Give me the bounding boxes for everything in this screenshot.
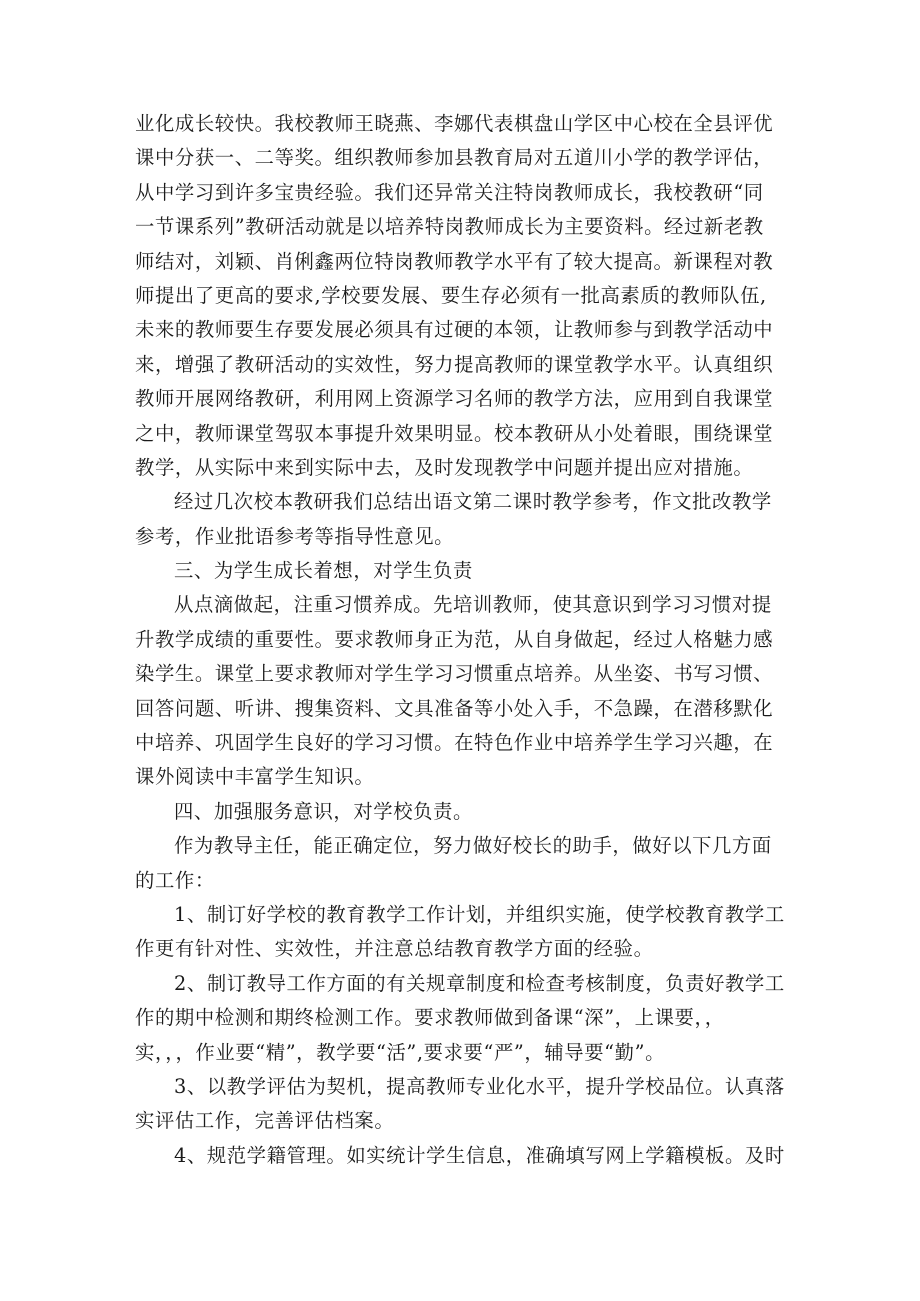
text-line: 四、加强服务意识，对学校负责。 <box>174 799 473 823</box>
text-line: 2、制订教导工作方面的有关规章制度和检查考核制度，负责好教学工 <box>174 971 785 995</box>
text-line: 升教学成绩的重要性。要求教师身正为范，从自身做起，经过人格魅力感 <box>135 627 774 651</box>
text-line: 3、以教学评估为契机，提高教师专业化水平，提升学校品位。认真落 <box>174 1074 785 1098</box>
text-line: 从点滴做起，注重习惯养成。先培训教师，使其意识到学习习惯对提 <box>174 593 772 617</box>
text-line: 经过几次校本教研我们总结出语文第二课时教学参考，作文批改教学 <box>174 490 772 514</box>
text-line: 回答问题、听讲、搜集资料、文具准备等小处入手，不急躁，在潜移默化 <box>135 696 774 720</box>
text-line: 参考，作业批语参考等指导性意见。 <box>135 524 455 548</box>
document-body <box>135 107 795 1173</box>
text-line: 从中学习到许多宝贵经验。我们还异常关注特岗教师成长，我校教研“同 <box>135 180 764 204</box>
text-line: 教师开展网络教研，利用网上资源学习名师的教学方法，应用到自我课堂 <box>135 387 774 411</box>
text-line: 课中分获一、二等奖。组织教师参加县教育局对五道川小学的教学评估， <box>135 146 774 170</box>
text-line: 来，增强了教研活动的实效性，努力提高教师的课堂教学水平。认真组织 <box>135 352 774 376</box>
text-line: 实，，，作业要“精”，教学要“活”,要求要“严”，辅导要“勤”。 <box>135 1040 666 1064</box>
text-line: 未来的教师要生存要发展必须具有过硬的本领，让教师参与到教学活动中 <box>135 318 774 342</box>
text-line: 染学生。课堂上要求教师对学生学习习惯重点培养。从坐姿、书写习惯、 <box>135 662 774 686</box>
text-line: 一节课系列”教研活动就是以培养特岗教师成长为主要资料。经过新老教 <box>135 215 764 239</box>
text-line: 实评估工作，完善评估档案。 <box>135 1109 395 1133</box>
text-line: 作更有针对性、实效性，并注意总结教育教学方面的经验。 <box>135 937 654 961</box>
text-line: 中培养、巩固学生良好的学习习惯。在特色作业中培养学生学习兴趣，在 <box>135 731 774 755</box>
text-line: 教学，从实际中来到实际中去，及时发现教学中问题并提出应对措施。 <box>135 455 754 479</box>
text-line: 师结对，刘颖、肖俐鑫两位特岗教师教学水平有了较大提高。新课程对教 <box>135 249 774 273</box>
document-page <box>135 107 795 1173</box>
text-line: 之中，教师课堂驾驭本事提升效果明显。校本教研从小处着眼，围绕课堂 <box>135 421 774 445</box>
text-line: 的工作： <box>135 868 215 892</box>
text-line: 1、制订好学校的教育教学工作计划，并组织实施，使学校教育教学工 <box>174 902 785 926</box>
text-line: 业化成长较快。我校教师王晓燕、李娜代表棋盘山学区中心校在全县评优 <box>135 112 774 135</box>
text-line: 4、规范学籍管理。如实统计学生信息，准确填写网上学籍模板。及时 <box>174 1143 785 1167</box>
text-line: 课外阅读中丰富学生知识。 <box>135 765 375 789</box>
text-line: 作为教导主任，能正确定位，努力做好校长的助手，做好以下几方面 <box>174 834 772 858</box>
text-line: 作的期中检测和期终检测工作。要求教师做到备课“深”，上课要，， <box>135 1006 725 1030</box>
text-line: 师提出了更高的要求,学校要发展、要生存必须有一批高素质的教师队伍, <box>135 283 767 307</box>
text-line: 三、为学生成长着想，对学生负责 <box>174 559 473 583</box>
